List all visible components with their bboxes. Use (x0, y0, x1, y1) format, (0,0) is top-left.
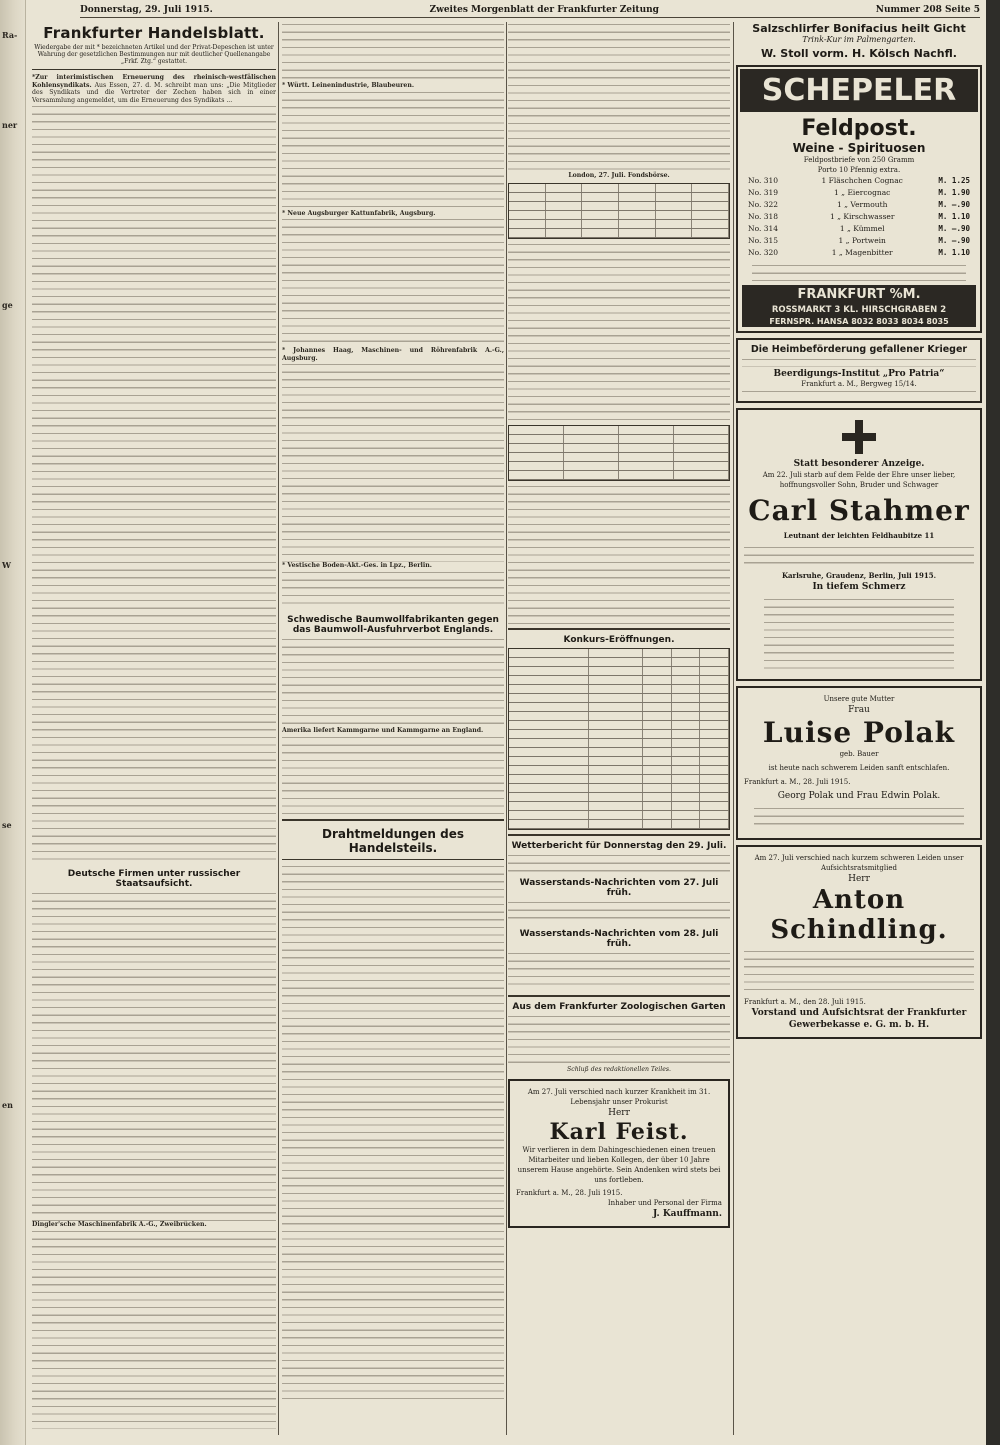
ad-schepeler (736, 65, 982, 333)
weather-title: Wetterbericht für Donnerstag den 29. Juli. (511, 840, 727, 851)
market-table-title: London, 27. Juli. Fondsbörse. (568, 172, 670, 179)
death-notice-feist (508, 1079, 730, 1228)
article-body (508, 484, 730, 624)
konkurs-table (508, 648, 730, 830)
article-body (32, 104, 276, 864)
price-item-no: No. 322 (748, 200, 779, 209)
cotton-table (508, 425, 730, 481)
ad-schepeler-address: ROSSMARKT 3 KL. HIRSCHGRABEN 2 (742, 304, 976, 316)
ad-text (742, 357, 976, 367)
notice-sign2: J. Kauffmann. (653, 1209, 722, 1220)
article-heading: Amerika liefert Kammgarne und Kammgarne an England. (282, 726, 484, 734)
water-title-2: Wasserstands-Nachrichten vom 28. Juli früh. (519, 928, 719, 949)
price-item-no: No. 315 (748, 236, 779, 245)
notice-herr: Herr (848, 874, 870, 884)
notice-place: Frankfurt a. M., 28. Juli 1915. (516, 1189, 623, 1198)
notice-rank: Leutnant der leichten Feldhaubitze 11 (783, 531, 935, 540)
notice-intro: Unsere gute Mutter (823, 695, 895, 703)
notice-born: geb. Bauer (839, 750, 879, 758)
zoo-title: Aus dem Frankfurter Zoologischen Garten (512, 1001, 726, 1012)
notice-sign1: Inhaber und Personal der Firma (607, 1199, 722, 1208)
ad-pro-patria-place: Frankfurt a. M., Bergweg 15/14. (801, 380, 917, 388)
column-markets (508, 22, 730, 1435)
notice-place: Frankfurt a. M., den 28. Juli 1915. (744, 998, 866, 1006)
konkurs-title: Konkurs-Eröffnungen. (563, 634, 675, 645)
masthead (80, 4, 980, 18)
notice-place: Frankfurt a. M., 28. Juli 1915. (744, 778, 851, 786)
price-list (742, 175, 976, 259)
price-row (742, 211, 976, 223)
issue-number: Nummer 208 Seite 5 (875, 4, 980, 15)
ad-schepeler-city: FRANKFURT %M. (742, 285, 976, 304)
ad-schepeler-title: Feldpost. (801, 116, 917, 141)
ad-pro-patria-name: Beerdigungs-Institut „Pro Patria“ (773, 369, 945, 379)
price-item-price: M. 1.10 (938, 248, 970, 257)
notice-place: Karlsruhe, Graudenz, Berlin, Juli 1915. (781, 571, 937, 580)
price-item-price: M. 1.25 (938, 176, 970, 185)
price-item-price: M. 1.10 (938, 212, 970, 221)
price-item-price: M. —.90 (938, 200, 970, 209)
article-body (282, 90, 504, 210)
death-notice-polak (736, 686, 982, 840)
adjacent-page-edge: Ra- ner ge W se en (0, 0, 26, 1445)
article-heading: Deutsche Firmen unter russischer Staatsaufsicht. (67, 869, 241, 890)
price-row (742, 199, 976, 211)
price-item-price: M. —.90 (938, 236, 970, 245)
column-rule (278, 22, 279, 1435)
article-body (508, 242, 730, 422)
notice-name: Anton Schindling. (770, 885, 948, 945)
ad-schepeler-sub: Weine - Spirituosen (792, 141, 926, 155)
death-notice-schindling (736, 845, 982, 1039)
article-heading: * Johannes Haag, Maschinen- und Röhrenfabrik A.-G., Augsburg. (282, 347, 504, 362)
article-lead-body: Aus Essen, 27. d. M. schreibt man uns: „Die Mitglieder des Syndikats und die Vertreter der Zechen haben sich in einer Versammlung angemeldet, um die Erneuerung des Syndikats ... (32, 81, 276, 104)
article-body (282, 570, 504, 610)
price-item-desc: 1 „ Magenbitter (831, 248, 893, 257)
price-item-no: No. 314 (748, 224, 779, 233)
article-body (282, 735, 504, 815)
market-table (508, 183, 730, 239)
ad-text (742, 389, 976, 397)
section-title: Frankfurter Handelsblatt. (43, 24, 265, 42)
article-body (508, 951, 730, 991)
notice-text (744, 545, 974, 567)
article-body (508, 900, 730, 924)
ad-bonifacius-seller: W. Stoll vorm. H. Kölsch Nachfl. (761, 47, 957, 60)
ad-schepeler-porto: Porto 10 Pfennig extra. (817, 166, 901, 174)
notice-sign: Georg Polak und Frau Edwin Polak. (777, 791, 941, 801)
issue-date: Donnerstag, 29. Juli 1915. (80, 4, 213, 15)
iron-cross-icon (842, 420, 876, 454)
edition-title: Zweites Morgenblatt der Frankfurter Zeitung (429, 4, 659, 15)
ad-pro-patria-title: Die Heimbeförderung gefallener Krieger (750, 344, 968, 355)
price-item-desc: 1 „ Vermouth (836, 200, 888, 209)
notice-name: Karl Feist. (549, 1119, 689, 1146)
editorial-end: Schluß des redaktionellen Teiles. (566, 1065, 671, 1073)
column-business-news (282, 22, 504, 1435)
article-heading: * Vestische Boden-Akt.-Ges. in Lpz., Berlin. (282, 562, 432, 570)
notice-text (744, 949, 974, 993)
section-title: Drahtmeldungen des Handelsteils. (321, 826, 464, 855)
notice-name: Carl Stahmer (748, 494, 970, 527)
price-item-no: No. 320 (748, 248, 779, 257)
article-body (508, 1014, 730, 1066)
article-body (282, 362, 504, 562)
ad-schepeler-phone: FERNSPR. HANSA 8032 8033 8034 8035 (742, 316, 976, 327)
notice-body: Wir verlieren in dem Dahingeschiedenen einen treuen Mitarbeiter und lieben Kollegen, der über 10 Jahre unserem Hause angehörte. Sein Andenken wird stets bei uns fortleben. (517, 1146, 721, 1185)
section-subtitle: Wiedergabe der mit * bezeichneten Artikel und der Privat-Depeschen ist unter Wahrung der gesetzlichen Bestimmungen nur mit deutlicher Quellenangabe „Frkf. Ztg.“ gestattet. (34, 44, 274, 65)
price-item-desc: 1 „ Portwein (838, 236, 886, 245)
price-item-desc: 1 „ Eiercognac (834, 188, 891, 197)
ad-schepeler-note: Feldpostbriefe von 250 Gramm (803, 156, 915, 164)
price-row (742, 223, 976, 235)
article-body (282, 217, 504, 347)
article-body (282, 864, 504, 1404)
notice-frau: Frau (848, 705, 870, 715)
article-heading: * Neue Augsburger Kattunfabrik, Augsburg. (282, 209, 436, 217)
article-heading: Schwedische Baumwollfabrikanten gegen das Baumwoll-Ausfuhrverbot Englands. (287, 614, 499, 635)
death-notice-stahmer (736, 408, 982, 681)
price-item-no: No. 310 (748, 176, 779, 185)
price-item-no: No. 319 (748, 188, 779, 197)
column-rule (733, 22, 734, 1435)
article-body (32, 1229, 276, 1429)
column-handelsblatt (32, 22, 276, 1435)
ad-bonifacius (736, 22, 982, 60)
article-body (32, 891, 276, 1221)
notice-text (754, 806, 964, 828)
article-heading: Dingler'sche Maschinenfabrik A.-G., Zweibrücken. (32, 1221, 207, 1229)
article-body (282, 22, 504, 82)
price-item-no: No. 318 (748, 212, 779, 221)
scan-border (986, 0, 1000, 1445)
notice-intro: Am 27. Juli verschied nach kurzer Krankheit im 31. Lebensjahr unser Prokurist (527, 1088, 711, 1107)
article-body (508, 22, 730, 172)
notice-relatives (764, 597, 954, 669)
notice-intro: Am 27. Juli verschied nach kurzem schweren Leiden unser Aufsichtsratsmitglied (754, 854, 964, 872)
article-body (508, 853, 730, 873)
water-title-1: Wasserstands-Nachrichten vom 27. Juli früh. (519, 877, 719, 898)
ad-bonifacius-title: Salzschlirfer Bonifacius heilt Gicht (752, 22, 966, 35)
notice-body: ist heute nach schwerem Leiden sanft entschlafen. (768, 764, 950, 772)
ad-bonifacius-sub: Trink-Kur im Palmengarten. (802, 35, 916, 44)
price-item-price: M. —.90 (938, 224, 970, 233)
notice-sign: Vorstand und Aufsichtsrat der Frankfurter Gewerbekasse e. G. m. b. H. (751, 1008, 967, 1030)
ad-schepeler-brand: SCHEPELER (740, 69, 978, 112)
price-row (742, 247, 976, 259)
column-advertisements (736, 22, 982, 1435)
notice-intro: Am 22. Juli starb auf dem Felde der Ehre unser lieber, hoffnungsvoller Sohn, Bruder und Schwager (762, 471, 956, 489)
article-lead (32, 74, 276, 104)
price-row (742, 175, 976, 187)
notice-name: Luise Polak (762, 716, 956, 749)
notice-header: Statt besonderer Anzeige. (793, 459, 925, 469)
notice-grief: In tiefem Schmerz (812, 582, 906, 592)
article-lead-title: *Zur interimistischen Erneuerung des rheinisch-westfälischen Kohlensyndikats. (32, 74, 276, 89)
notice-herr: Herr (608, 1108, 630, 1119)
ad-note-text (752, 263, 966, 281)
article-heading: * Württ. Leinenindustrie, Blaubeuren. (282, 82, 415, 89)
ad-pro-patria (736, 338, 982, 403)
price-row (742, 187, 976, 199)
column-rule (506, 22, 507, 1435)
article-body (282, 637, 504, 727)
price-item-price: M. 1.90 (938, 188, 970, 197)
price-row (742, 235, 976, 247)
price-item-desc: 1 „ Kümmel (839, 224, 885, 233)
price-item-desc: 1 „ Kirschwasser (829, 212, 895, 221)
price-item-desc: 1 Fläschchen Cognac (821, 176, 903, 185)
